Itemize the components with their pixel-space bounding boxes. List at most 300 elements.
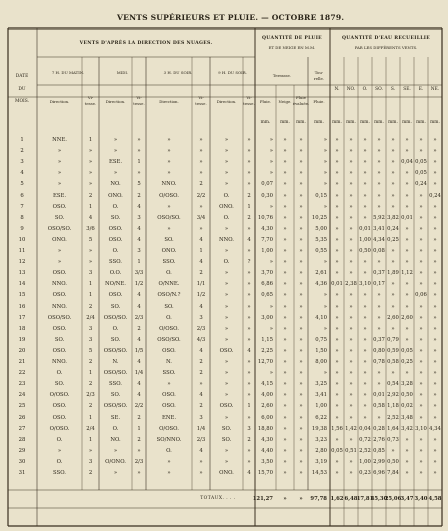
- row-30-tourelle: 3,19: [315, 458, 327, 465]
- row-30-wind-3: 2,99: [373, 458, 385, 465]
- row-2-vit3: »: [199, 148, 203, 155]
- row-7-pluie-evaluee: »: [299, 203, 303, 210]
- row-22-vit3: 2: [199, 370, 203, 377]
- row-13-dir3: O.: [166, 270, 172, 277]
- row-12-wind-2: »: [363, 259, 367, 266]
- row-22-vit7: 1: [88, 370, 93, 377]
- row-27-dirmidi: O.: [112, 425, 119, 432]
- row-27-wind-6: 3,10: [415, 425, 427, 432]
- row-3-wind-2: »: [363, 159, 367, 166]
- row-6-wind-3: »: [377, 192, 381, 199]
- row-16-neige: »: [283, 303, 287, 310]
- row-25-vitmidi: 2/2: [134, 403, 144, 410]
- row-26-wind-1: »: [349, 414, 353, 421]
- row-4-tourelle: »: [323, 170, 327, 177]
- row-2-wind-0: »: [335, 148, 339, 155]
- row-22-wind-6: »: [419, 370, 423, 377]
- row-10-pluie-evaluee: »: [299, 236, 303, 243]
- row-17-wind-4: 2,60: [387, 314, 399, 321]
- row-3-tourelle: »: [323, 159, 327, 166]
- row-6-pluie: 0,30: [261, 192, 273, 199]
- row-13-dir9: »: [224, 270, 229, 277]
- row-20-dir7: OSO.: [52, 347, 67, 354]
- row-13-vit3: 2: [199, 270, 203, 277]
- row-22-wind-5: »: [405, 370, 409, 377]
- row-6-dirmidi: ONO.: [108, 192, 123, 199]
- row-28-wind-5: »: [405, 436, 409, 443]
- row-22-dir7: O.: [56, 370, 63, 377]
- tourelle-pluie-subheader: Pluie.: [313, 99, 325, 104]
- row-9-wind-5: »: [405, 225, 409, 232]
- row-25-neige: »: [283, 403, 287, 410]
- row-21-date: 21: [18, 359, 26, 365]
- row-29-date: 29: [18, 447, 26, 454]
- row-3-wind-6: 0,05: [415, 159, 427, 166]
- row-18-tourelle: »: [323, 325, 327, 332]
- pluie-evaluee-subheader-l1: Pluie: [296, 95, 306, 100]
- row-17-vit9: »: [247, 314, 251, 321]
- row-15-dir9: »: [224, 292, 229, 299]
- row-24-wind-2: »: [363, 392, 367, 399]
- tourelle-header-l1: Tou-: [314, 70, 324, 75]
- row-10-date: 10: [18, 236, 26, 243]
- eau-group-header: QUANTITÉ D'EAU RECUEILLIE: [341, 36, 431, 41]
- row-21-wind-5: 0,25: [401, 359, 413, 365]
- row-6-vit7: 2: [88, 192, 93, 199]
- row-14-wind-1: 2,38: [345, 281, 357, 288]
- row-8-wind-2: »: [363, 214, 367, 221]
- row-18-vit9: »: [247, 325, 251, 332]
- row-30-dir3: »: [167, 458, 171, 465]
- row-12-wind-1: »: [349, 259, 353, 266]
- row-28-wind-3: 2,76: [373, 436, 385, 443]
- unit-label-4: mm.: [332, 120, 342, 125]
- row-13-neige: »: [283, 270, 287, 277]
- row-5-dir3: NNO.: [161, 181, 177, 188]
- totals-label: TOTAUX. . . .: [200, 496, 236, 501]
- row-22-wind-4: »: [391, 370, 395, 377]
- row-5-vit7: »: [88, 181, 93, 188]
- row-28-dir3: SO/NNO.: [156, 436, 182, 443]
- direction-header-3: Direction.: [216, 99, 237, 104]
- row-2-wind-3: »: [377, 148, 381, 155]
- row-7-date: 7: [20, 203, 24, 210]
- row-12-dir7: »: [57, 259, 62, 266]
- totals-wind-3: 45,30: [370, 496, 388, 502]
- row-10-wind-5: »: [405, 236, 409, 243]
- row-1-wind-0: »: [335, 137, 339, 143]
- row-11-vit3: 1: [199, 248, 203, 254]
- row-1-dirmidi: »: [113, 137, 118, 143]
- row-13-wind-0: »: [335, 270, 339, 277]
- row-24-pluie-evaluee: »: [299, 392, 303, 399]
- row-27-pluie: 18,80: [257, 425, 273, 432]
- row-7-wind-6: »: [419, 203, 423, 210]
- row-23-wind-5: 3,28: [401, 381, 413, 388]
- row-17-wind-0: »: [335, 314, 339, 321]
- row-28-wind-0: »: [335, 436, 339, 443]
- row-24-vitmidi: 4: [137, 392, 141, 399]
- row-19-wind-7: »: [433, 336, 437, 343]
- row-11-tourelle: 0,55: [315, 248, 327, 254]
- row-11-dirmidi: O.: [112, 248, 119, 254]
- row-9-wind-2: 0,01: [359, 225, 371, 232]
- row-28-pluie-evaluee: »: [299, 436, 303, 443]
- row-10-vit7: 5: [88, 236, 93, 243]
- row-3-dir3: »: [167, 159, 171, 166]
- row-10-dir9: NNO.: [219, 236, 234, 243]
- row-25-vit9: 1: [247, 403, 251, 410]
- row-2-wind-6: »: [419, 148, 423, 155]
- row-7-vitmidi: 4: [137, 203, 141, 210]
- row-1-date: 1: [20, 137, 24, 143]
- row-7-neige: »: [283, 203, 287, 210]
- row-20-vitmidi: 1/5: [134, 347, 144, 354]
- row-20-wind-3: 0,80: [373, 347, 385, 354]
- row-9-pluie: 4,30: [261, 225, 273, 232]
- row-15-wind-2: »: [363, 292, 367, 299]
- row-23-vit9: »: [247, 381, 251, 388]
- row-14-vit7: 1: [88, 281, 93, 288]
- row-2-dir3: »: [167, 148, 171, 155]
- row-8-wind-5: 0,01: [401, 214, 413, 221]
- row-31-wind-1: »: [349, 470, 353, 476]
- row-26-vit7: 1: [88, 414, 93, 421]
- row-20-pluie: 2,25: [261, 347, 273, 354]
- row-9-vit9: »: [247, 225, 251, 232]
- row-26-dirmidi: SE.: [110, 414, 121, 421]
- row-17-dir9: »: [224, 314, 229, 321]
- row-28-tourelle: 3,23: [315, 436, 327, 443]
- row-7-wind-2: »: [363, 203, 367, 210]
- row-5-neige: »: [283, 181, 287, 188]
- row-7-wind-4: »: [391, 203, 395, 210]
- row-7-wind-7: »: [433, 203, 437, 210]
- row-23-wind-6: »: [419, 381, 423, 388]
- period-header-1: MIDI.: [116, 70, 129, 75]
- row-19-neige: »: [283, 336, 287, 343]
- row-17-date: 17: [18, 314, 26, 321]
- row-16-dir3: SO.: [164, 303, 174, 310]
- vitesse-header-3-l2: tesse.: [243, 101, 255, 106]
- row-29-vitmidi: »: [137, 447, 141, 454]
- row-6-date: 6: [20, 192, 24, 199]
- row-6-wind-5: »: [405, 192, 409, 199]
- row-25-wind-2: »: [363, 403, 367, 410]
- row-30-dir9: »: [224, 458, 229, 465]
- row-28-dir9: SO.: [221, 436, 232, 443]
- row-11-date: 11: [18, 248, 26, 254]
- row-12-wind-6: »: [419, 259, 423, 266]
- row-11-vit7: »: [88, 248, 93, 254]
- row-5-dir9: »: [224, 181, 229, 188]
- row-5-pluie: 0,07: [261, 181, 273, 188]
- row-2-vit9: »: [247, 148, 251, 155]
- row-27-wind-4: 1,64: [387, 425, 399, 432]
- row-4-neige: »: [283, 170, 287, 177]
- row-31-dir7: SSO.: [53, 470, 66, 476]
- row-13-dir7: OSO.: [52, 270, 67, 277]
- row-20-vit9: 4: [247, 347, 251, 354]
- row-25-wind-6: »: [419, 403, 423, 410]
- row-23-vitmidi: 4: [137, 381, 141, 388]
- row-7-pluie: »: [269, 203, 273, 210]
- row-14-dirmidi: NO/NE.: [105, 281, 126, 288]
- row-28-pluie: 4,30: [261, 436, 273, 443]
- row-5-dirmidi: NO.: [110, 181, 121, 188]
- row-12-pluie-evaluee: »: [299, 259, 303, 266]
- row-29-tourelle: 2,80: [315, 447, 327, 454]
- row-14-wind-3: 0,17: [373, 281, 385, 288]
- row-14-date: 14: [18, 281, 26, 288]
- row-29-dir9: »: [224, 447, 229, 454]
- row-26-wind-6: »: [419, 414, 423, 421]
- row-11-vitmidi: 3: [137, 248, 141, 254]
- row-19-vit9: »: [247, 336, 251, 343]
- row-4-pluie: »: [269, 170, 273, 177]
- row-8-dirmidi: SO.: [110, 214, 121, 221]
- row-21-wind-4: 0,58: [387, 359, 399, 365]
- row-4-dir9: »: [224, 170, 229, 177]
- row-27-neige: »: [283, 425, 287, 432]
- row-19-pluie: 1,15: [261, 336, 273, 343]
- row-14-pluie-evaluee: »: [299, 281, 303, 288]
- row-7-vit9: 1: [247, 203, 251, 210]
- row-24-wind-4: 2,92: [387, 392, 399, 399]
- row-23-wind-4: 0,54: [387, 381, 399, 388]
- row-28-date: 28: [18, 436, 26, 443]
- row-25-tourelle: 1,00: [315, 403, 327, 410]
- row-25-vit7: 2: [88, 403, 93, 410]
- row-12-wind-5: »: [405, 259, 409, 266]
- row-11-wind-6: »: [419, 248, 423, 254]
- row-18-wind-2: »: [363, 325, 367, 332]
- row-24-vit7: 2/3: [86, 392, 95, 399]
- row-21-vitmidi: 4: [137, 359, 141, 365]
- row-11-dir3: ONO.: [161, 248, 177, 254]
- row-3-dir9: »: [224, 159, 229, 166]
- row-24-date: 24: [18, 392, 26, 399]
- row-13-wind-4: 1,89: [387, 270, 399, 277]
- row-8-dir9: O.: [223, 214, 230, 221]
- row-27-tourelle: 19,38: [311, 425, 327, 432]
- row-9-wind-7: »: [433, 225, 437, 232]
- row-22-wind-2: »: [363, 370, 367, 377]
- row-26-pluie-evaluee: »: [299, 414, 303, 421]
- vitesse-header-1-l1: Vi-: [136, 95, 142, 100]
- totals-neige: »: [283, 496, 287, 502]
- row-18-vit3: 2/3: [196, 325, 206, 332]
- row-26-dir7: OSO.: [52, 414, 67, 421]
- row-2-neige: »: [283, 148, 287, 155]
- totals-tourelle: 97,78: [310, 496, 327, 502]
- row-15-wind-7: »: [433, 292, 437, 299]
- row-10-wind-4: 0,25: [387, 236, 399, 243]
- row-7-vit7: 1: [88, 203, 93, 210]
- row-8-vit7: 4: [88, 214, 93, 221]
- row-26-tourelle: 6,22: [315, 414, 327, 421]
- row-18-dirmidi: O.: [112, 325, 119, 332]
- row-5-wind-2: »: [363, 181, 367, 188]
- row-16-vit7: 2: [88, 303, 93, 310]
- row-4-vitmidi: »: [137, 170, 141, 177]
- terrasse-header: Terrasse.: [272, 73, 292, 78]
- row-6-wind-4: »: [391, 192, 395, 199]
- row-8-vitmidi: 3: [137, 214, 141, 221]
- row-7-wind-3: »: [377, 203, 381, 210]
- row-27-wind-3: 0,28: [373, 425, 385, 432]
- row-26-pluie: 6,00: [261, 414, 273, 421]
- row-17-wind-3: »: [377, 314, 381, 321]
- row-1-dir7: NNE.: [52, 137, 67, 143]
- row-29-wind-7: »: [433, 447, 437, 454]
- row-19-vit7: 3: [88, 336, 93, 343]
- row-25-wind-1: »: [349, 403, 353, 410]
- row-17-dir3: O.: [166, 314, 172, 321]
- row-25-wind-4: 1,18: [387, 403, 399, 410]
- row-3-wind-7: »: [433, 159, 437, 166]
- row-31-neige: »: [283, 470, 287, 476]
- period-header-3: 9 H. DU SOIR.: [218, 70, 247, 75]
- row-8-vit9: 2: [247, 214, 251, 221]
- tourelle-header-l2: relle.: [313, 76, 325, 81]
- row-18-wind-1: »: [349, 325, 353, 332]
- row-5-vit9: »: [247, 181, 251, 188]
- row-11-pluie: 1,00: [261, 248, 273, 254]
- row-29-vit3: 4: [199, 447, 203, 454]
- row-18-vit7: 3: [88, 325, 93, 332]
- row-27-wind-5: 3,42: [401, 425, 413, 432]
- row-27-vit9: 3: [247, 425, 251, 432]
- row-11-wind-2: 0,50: [359, 248, 371, 254]
- row-6-wind-6: »: [419, 192, 423, 199]
- unit-label-8: mm.: [388, 120, 398, 125]
- row-16-date: 16: [18, 303, 26, 310]
- date-header-line2: DU: [18, 87, 26, 92]
- unit-label-7: mm.: [374, 120, 384, 125]
- row-8-wind-4: 3,82: [387, 214, 399, 221]
- row-4-vit9: »: [247, 170, 251, 177]
- row-1-vit9: »: [247, 137, 251, 143]
- row-25-pluie: 2,60: [261, 403, 273, 410]
- row-4-dir3: »: [167, 170, 171, 177]
- row-3-pluie: »: [269, 159, 273, 166]
- row-6-wind-2: »: [363, 192, 367, 199]
- row-20-wind-6: »: [419, 347, 423, 354]
- row-17-dir7: OSO/SO.: [47, 314, 72, 321]
- row-3-vitmidi: 1: [137, 159, 141, 166]
- row-31-dir9: ONO.: [219, 470, 234, 476]
- row-29-dirmidi: »: [113, 447, 118, 454]
- row-1-vit7: 1: [88, 137, 93, 143]
- row-24-vit9: »: [247, 392, 251, 399]
- row-15-wind-0: »: [335, 292, 339, 299]
- row-30-pluie: 3,50: [261, 458, 273, 465]
- row-30-vit9: »: [247, 458, 251, 465]
- row-19-date: 19: [18, 336, 26, 343]
- row-20-wind-4: 0,59: [387, 347, 399, 354]
- row-31-pluie: 15,70: [257, 470, 273, 476]
- totals-pluie: 121,27: [252, 496, 273, 502]
- row-24-wind-7: »: [433, 392, 437, 399]
- row-24-dir7: O/OSO.: [49, 392, 70, 399]
- row-11-neige: »: [283, 248, 287, 254]
- row-27-dir9: SO.: [221, 425, 232, 432]
- row-11-pluie-evaluee: »: [299, 248, 303, 254]
- row-2-wind-2: »: [363, 148, 367, 155]
- row-15-vitmidi: 4: [137, 292, 141, 299]
- row-16-wind-4: »: [391, 303, 395, 310]
- totals-wind-7: 4,58: [428, 496, 442, 502]
- row-21-dir9: »: [224, 359, 229, 365]
- row-23-wind-3: »: [377, 381, 381, 388]
- row-30-wind-5: »: [405, 458, 409, 465]
- row-9-neige: »: [283, 225, 287, 232]
- row-17-wind-1: »: [349, 314, 353, 321]
- row-20-neige: »: [283, 347, 287, 354]
- row-17-wind-5: 2,60: [401, 314, 413, 321]
- row-17-wind-7: »: [433, 314, 437, 321]
- row-15-vit9: »: [247, 292, 251, 299]
- row-9-vitmidi: 4: [137, 225, 141, 232]
- row-25-dirmidi: OSO/SO.: [103, 403, 128, 410]
- wind-header-0: N.: [334, 87, 340, 92]
- unit-label-0: mm.: [260, 120, 271, 125]
- row-25-wind-7: »: [433, 403, 437, 410]
- row-6-vitmidi: 2: [137, 192, 141, 199]
- row-24-vit3: 4: [199, 392, 203, 399]
- row-8-wind-7: »: [433, 214, 437, 221]
- row-21-wind-0: »: [335, 359, 339, 365]
- row-3-vit9: »: [247, 159, 251, 166]
- row-3-wind-5: 0,04: [401, 159, 413, 166]
- row-30-vitmidi: 2/3: [134, 458, 144, 465]
- row-27-wind-1: 1,42: [345, 425, 357, 432]
- row-20-tourelle: 1,50: [315, 347, 327, 354]
- row-2-date: 2: [20, 148, 24, 155]
- row-13-vit9: »: [247, 270, 251, 277]
- row-14-tourelle: 4,36: [315, 281, 327, 288]
- row-8-dir7: SO.: [54, 214, 65, 221]
- row-21-tourelle: 8,00: [315, 359, 327, 365]
- row-21-dir3: N.: [166, 359, 172, 365]
- row-11-vit9: »: [247, 248, 251, 254]
- row-20-wind-1: »: [349, 347, 353, 354]
- row-30-dirmidi: O/ONO.: [105, 458, 126, 465]
- row-13-wind-5: 1,12: [401, 270, 413, 277]
- page-title: VENTS SUPÉRIEURS ET PLUIE. — OCTOBRE 1879.: [117, 13, 345, 22]
- row-24-dir3: OSO.: [162, 392, 176, 399]
- row-4-wind-5: »: [405, 170, 409, 177]
- row-3-vit7: »: [88, 159, 93, 166]
- row-4-wind-6: 0,05: [415, 170, 427, 177]
- unit-label-2: mm.: [296, 120, 306, 125]
- row-23-dirmidi: SSO.: [109, 381, 122, 388]
- row-24-pluie: 4,00: [261, 392, 273, 399]
- row-16-vit9: »: [247, 303, 251, 310]
- row-21-wind-7: »: [433, 359, 437, 365]
- row-18-pluie: »: [269, 325, 273, 332]
- row-30-vit3: »: [199, 458, 203, 465]
- row-25-wind-5: 0,02: [401, 403, 413, 410]
- row-28-vit9: 2: [247, 436, 251, 443]
- row-25-dir9: OSO.: [219, 403, 234, 410]
- row-3-wind-3: »: [377, 159, 381, 166]
- row-10-vit9: 4: [247, 236, 251, 243]
- row-20-pluie-evaluee: »: [299, 347, 303, 354]
- row-5-wind-5: »: [405, 181, 409, 188]
- row-29-wind-4: »: [391, 447, 395, 454]
